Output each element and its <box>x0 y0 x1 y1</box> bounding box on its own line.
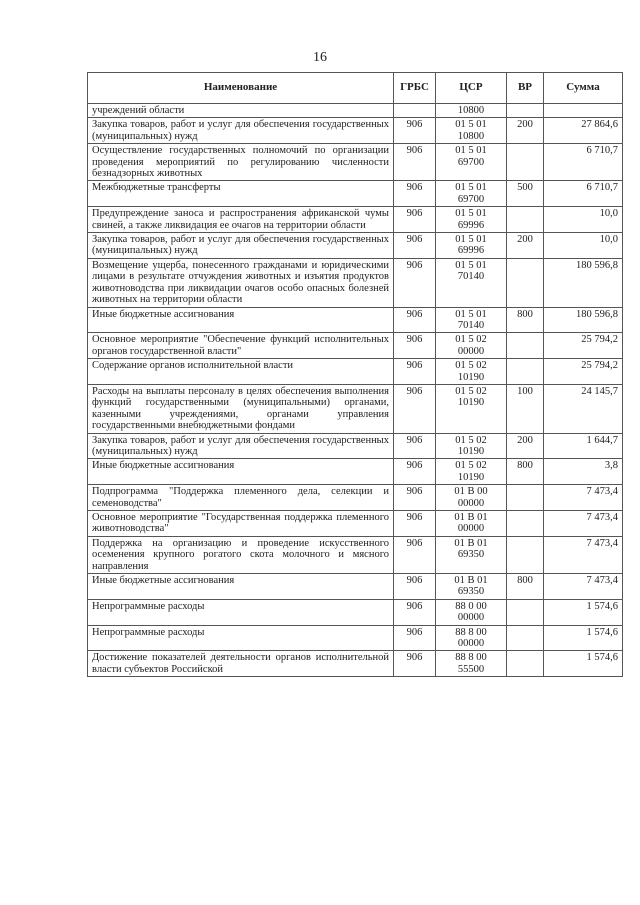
cell-csr: 01 5 01 69700 <box>436 181 507 207</box>
cell-name: Непрограммные расходы <box>88 599 394 625</box>
table-row <box>88 181 623 207</box>
table-row <box>88 625 623 651</box>
cell-vr <box>507 359 544 385</box>
header-name: Наименование <box>88 73 394 104</box>
cell-grbs <box>394 104 436 118</box>
cell-csr: 01 5 01 69700 <box>436 144 507 181</box>
cell-vr <box>507 511 544 537</box>
cell-name: Иные бюджетные ассигнования <box>88 574 394 600</box>
cell-csr: 01 5 02 10190 <box>436 459 507 485</box>
page-number: 16 <box>313 50 327 65</box>
budget-table <box>87 72 623 677</box>
cell-sum: 10,0 <box>544 207 623 233</box>
cell-grbs: 906 <box>394 536 436 573</box>
cell-name: Непрограммные расходы <box>88 625 394 651</box>
cell-grbs: 906 <box>394 384 436 433</box>
cell-vr <box>507 333 544 359</box>
cell-name: Содержание органов исполнительной власти <box>88 359 394 385</box>
cell-grbs: 906 <box>394 258 436 307</box>
cell-grbs: 906 <box>394 144 436 181</box>
cell-sum: 25 794,2 <box>544 359 623 385</box>
cell-csr: 01 5 02 10190 <box>436 359 507 385</box>
cell-vr <box>507 104 544 118</box>
cell-csr: 01 5 02 00000 <box>436 333 507 359</box>
table-row <box>88 651 623 677</box>
cell-csr: 01 5 01 10800 <box>436 118 507 144</box>
cell-sum: 1 574,6 <box>544 651 623 677</box>
table-row <box>88 359 623 385</box>
cell-sum: 1 644,7 <box>544 433 623 459</box>
cell-grbs: 906 <box>394 625 436 651</box>
cell-sum: 7 473,4 <box>544 511 623 537</box>
cell-vr: 200 <box>507 118 544 144</box>
cell-sum: 24 145,7 <box>544 384 623 433</box>
cell-sum: 180 596,8 <box>544 307 623 333</box>
cell-grbs: 906 <box>394 574 436 600</box>
cell-sum: 27 864,6 <box>544 118 623 144</box>
cell-vr <box>507 651 544 677</box>
cell-sum: 180 596,8 <box>544 258 623 307</box>
cell-grbs: 906 <box>394 359 436 385</box>
table-row <box>88 433 623 459</box>
table-row <box>88 574 623 600</box>
cell-grbs: 906 <box>394 433 436 459</box>
cell-grbs: 906 <box>394 118 436 144</box>
cell-csr: 01 5 01 70140 <box>436 258 507 307</box>
cell-csr: 01 В 00 00000 <box>436 485 507 511</box>
cell-sum: 6 710,7 <box>544 144 623 181</box>
header-vr: ВР <box>507 73 544 104</box>
header-sum: Сумма <box>544 73 623 104</box>
cell-name: Расходы на выплаты персоналу в целях обеспечения выполнения функций государственными (муниципальными) органами, казенными учреждениями, органами управления государственными внебюджетными фондами <box>88 384 394 433</box>
table-header-row <box>88 73 623 104</box>
cell-grbs: 906 <box>394 233 436 259</box>
cell-csr: 01 В 01 69350 <box>436 536 507 573</box>
cell-name: Предупреждение заноса и распространения африканской чумы свиней, а также ликвидация ее очагов на территории области <box>88 207 394 233</box>
cell-name: Достижение показателей деятельности органов исполнительной власти субъектов Российской <box>88 651 394 677</box>
header-grbs: ГРБС <box>394 73 436 104</box>
cell-sum: 3,8 <box>544 459 623 485</box>
header-csr: ЦСР <box>436 73 507 104</box>
cell-name: Возмещение ущерба, понесенного гражданами и юридическими лицами в результате отчуждения животных и изъятия продуктов животноводства при ликвидации очагов особо опасных болезней животных на территории области <box>88 258 394 307</box>
cell-sum: 6 710,7 <box>544 181 623 207</box>
cell-csr: 88 8 00 55500 <box>436 651 507 677</box>
cell-csr: 01 5 01 69996 <box>436 207 507 233</box>
cell-vr: 200 <box>507 433 544 459</box>
cell-vr <box>507 485 544 511</box>
cell-name: Поддержка на организацию и проведение искусственного осеменения крупного рогатого скота молочного и мясного направления <box>88 536 394 573</box>
cell-sum: 7 473,4 <box>544 574 623 600</box>
cell-vr <box>507 599 544 625</box>
table-row <box>88 233 623 259</box>
cell-sum: 1 574,6 <box>544 625 623 651</box>
cell-name: Закупка товаров, работ и услуг для обеспечения государственных (муниципальных) нужд <box>88 118 394 144</box>
cell-name: Основное мероприятие "Обеспечение функций исполнительных органов государственной власти" <box>88 333 394 359</box>
cell-vr <box>507 144 544 181</box>
cell-csr: 10800 <box>436 104 507 118</box>
cell-name: Закупка товаров, работ и услуг для обеспечения государственных (муниципальных) нужд <box>88 233 394 259</box>
cell-name: Подпрограмма "Поддержка племенного дела, селекции и семеноводства" <box>88 485 394 511</box>
cell-name: Иные бюджетные ассигнования <box>88 307 394 333</box>
cell-vr: 500 <box>507 181 544 207</box>
cell-sum: 10,0 <box>544 233 623 259</box>
cell-csr: 01 5 02 10190 <box>436 384 507 433</box>
table-row <box>88 207 623 233</box>
cell-name: Осуществление государственных полномочий по организации проведения мероприятий по регулированию численности безнадзорных животных <box>88 144 394 181</box>
cell-grbs: 906 <box>394 485 436 511</box>
cell-csr: 88 8 00 00000 <box>436 625 507 651</box>
cell-sum <box>544 104 623 118</box>
table-row <box>88 599 623 625</box>
cell-grbs: 906 <box>394 511 436 537</box>
table-row <box>88 384 623 433</box>
cell-grbs: 906 <box>394 599 436 625</box>
cell-csr: 01 5 01 70140 <box>436 307 507 333</box>
cell-sum: 7 473,4 <box>544 536 623 573</box>
table-row <box>88 258 623 307</box>
table-row <box>88 485 623 511</box>
cell-vr: 100 <box>507 384 544 433</box>
cell-vr: 800 <box>507 574 544 600</box>
cell-vr: 200 <box>507 233 544 259</box>
cell-name: Иные бюджетные ассигнования <box>88 459 394 485</box>
cell-csr: 01 В 01 69350 <box>436 574 507 600</box>
cell-sum: 7 473,4 <box>544 485 623 511</box>
cell-sum: 1 574,6 <box>544 599 623 625</box>
cell-vr <box>507 207 544 233</box>
table-row <box>88 333 623 359</box>
table-row <box>88 118 623 144</box>
cell-grbs: 906 <box>394 181 436 207</box>
cell-csr: 01 5 01 69996 <box>436 233 507 259</box>
table-row <box>88 511 623 537</box>
cell-csr: 01 5 02 10190 <box>436 433 507 459</box>
cell-name: Закупка товаров, работ и услуг для обеспечения государственных (муниципальных) нужд <box>88 433 394 459</box>
cell-grbs: 906 <box>394 459 436 485</box>
table-body <box>88 104 623 677</box>
table-row <box>88 104 623 118</box>
cell-vr: 800 <box>507 459 544 485</box>
table-row <box>88 459 623 485</box>
cell-name: учреждений области <box>88 104 394 118</box>
cell-grbs: 906 <box>394 333 436 359</box>
cell-csr: 88 0 00 00000 <box>436 599 507 625</box>
cell-grbs: 906 <box>394 307 436 333</box>
cell-vr <box>507 258 544 307</box>
cell-grbs: 906 <box>394 651 436 677</box>
cell-vr <box>507 536 544 573</box>
cell-csr: 01 В 01 00000 <box>436 511 507 537</box>
cell-vr <box>507 625 544 651</box>
cell-name: Основное мероприятие "Государственная поддержка племенного животноводства" <box>88 511 394 537</box>
cell-sum: 25 794,2 <box>544 333 623 359</box>
table-row <box>88 144 623 181</box>
table-row <box>88 536 623 573</box>
cell-name: Межбюджетные трансферты <box>88 181 394 207</box>
cell-vr: 800 <box>507 307 544 333</box>
table-row <box>88 307 623 333</box>
cell-grbs: 906 <box>394 207 436 233</box>
